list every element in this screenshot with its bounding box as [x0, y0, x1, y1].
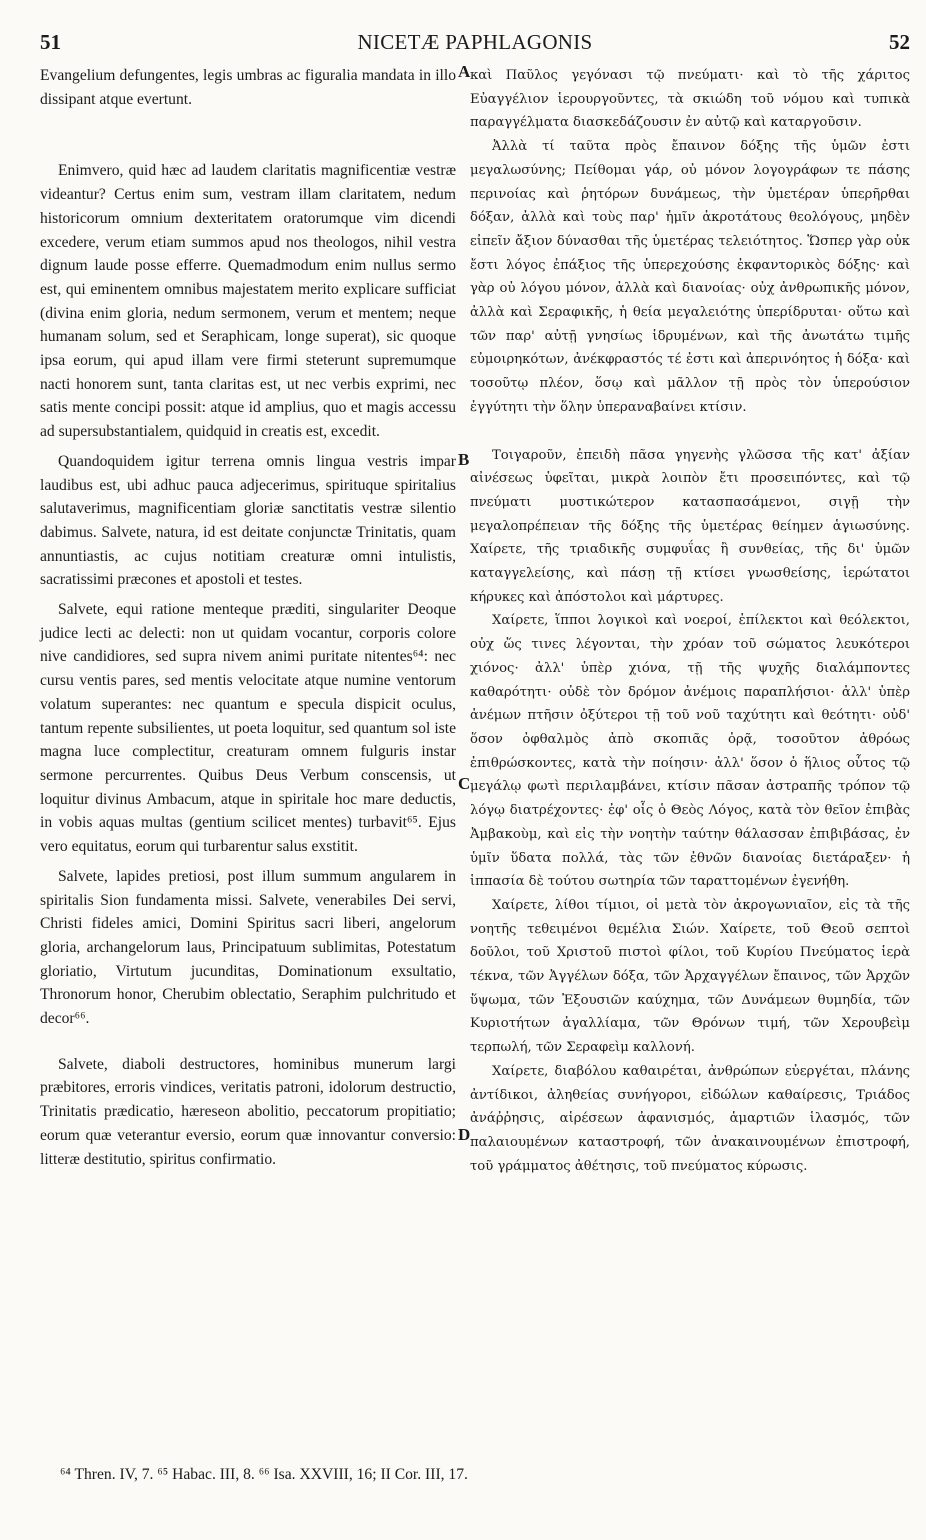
page-header [40, 30, 910, 60]
margin-marker-c: C [458, 774, 471, 793]
greek-paragraph-3: Τοιγαροῦν, ἐπειδὴ πᾶσα γηγενὴς γλῶσσα τῆς κατ' ἀξίαν αἰνέσεως ὑφεῖται, μικρὰ λοιπὸν ἔτι προσειπόντες, καὶ τῷ πνεύματι μυστικώτερον κατασπασάμενοι, σιγῇ τὴν μεγαλοπρέπειαν τῆς δόξης τῆς ὑμετέρας θείημεν ἁγιωσύνης. Χαίρετε, τῆς τριαδικῆς συμφυΐας ἢ συνθείας, τῆς δι' ὑμῶν καταγγελείσης, καὶ πάσῃ τῇ κτίσει γνωσθείσης, ἱερώτατοι κήρυκες καὶ ἀπόστολοι καὶ μάρτυρες. [470, 447, 910, 605]
greek-paragraph-2: Ἀλλὰ τί ταῦτα πρὸς ἔπαινον δόξης τῆς ὑμῶν ἐστι μεγαλωσύνης; Πείθομαι γάρ, οὐ μόνον λογογράφων τε πάσης περινοίας καὶ ῥητόρων δυνάμεως, τὴν ὑμετέραν ὑπερῆρθαι δόξαν, ἀλλὰ καὶ τοὺς παρ' ἡμῖν ἀκροτάτους θεολόγους, μηδὲν εἰπεῖν ἄξιον δύνασθαι τῆς ὑμετέρας τελειότητος. Ὥσπερ γὰρ οὐκ ἔστι λόγος ἐπάξιος τῆς ὑπερεχούσης ἐκφαντορικὸς δόξης· καὶ γὰρ οὐ λόγου μόνον, ἀλλὰ καὶ διανοίας· οὐχ ἀνθρωπικῆς μόνον, ἀλλὰ καὶ Σεραφικῆς, ἡ θεία μεγαλειότης ὑπερίδρυται· οὕτω καὶ τῶν παρ' αὐτῇ γνησίως ἱδρυμένων, καὶ τῆς ἀνωτάτω τιμῆς εὐμοιρηκότων, ἀνέκφραστός τέ ἐστι καὶ ἀπερινόητος ἡ δόξα· καὶ τοσοῦτῳ πλέον, ὅσῳ καὶ μᾶλλον τῇ πρὸς τὸν ὑπερούσιον ἐγγύτητι τὴν ὅλην ὑπεραναβαίνει κτίσιν. [470, 139, 910, 415]
margin-marker-d: D [458, 1125, 471, 1144]
greek-column [470, 64, 910, 1178]
latin-paragraph-2: Enimvero, quid hæc ad laudem claritatis magnificentiæ vestræ videantur? Certus enim sum, vestram illam claritatem, nedum historicorum omnium dexteritatem oratorumque vim dicendi excedere, verum etiam summos apud nos theologos, nihil vestra dignum laude posse efferre. Quemadmodum enim nullus sermo est, qui eminentem omnibus majestatem merito explicare sufficiat (divina enim gloria, nedum sermonem, verum et mentem; neque humanam solum, sed et Seraphicam, longe superat), sic quoque ipsa eorum, qui apud illam vere firmi steterunt supremumque nacti honorem sunt, tanta claritas est, ut nec verbis exprimi, nec satis mente concipi possit: atque id amplius, quo et magis accessu ad supersubstantialem, quidquid in creatis est, excedit. [40, 162, 456, 441]
latin-paragraph-3: Quandoquidem igitur terrena omnis lingua vestris impar laudibus est, ubi adhuc pauca adjecerimus, spirituque spiritalius salutaverimus, magnificentiam gloriæ sanctitatis vestræ silentio dabimus. Salvete, natura, id est deitate conjunctæ Trinitatis, quam annuntiastis, ac cujus notitiam creaturæ omni intulistis, sacratissimi præcones et apostoli et testes. [40, 452, 456, 589]
greek-paragraph-6: Χαίρετε, διαβόλου καθαιρέται, ἀνθρώπων εὐεργέται, πλάνης ἀντίδικοι, ἀληθείας συνήγοροι, εἰδώλων καθαίρεσις, Τριάδος ἀνάῤῥησις, αἱρέσεων ἀφανισμός, ἁμαρτιῶν ἱλασμός, τῶν παλαιουμένων καταστροφή, τῶν ἀνακαινουμένων ἐπιστροφή, τοῦ γράμματος ἀθέτησις, τοῦ πνεύματος κύρωσις. [470, 1063, 910, 1174]
footnotes: ⁶⁴ Thren. IV, 7. ⁶⁵ Habac. III, 8. ⁶⁶ Isa. XXVIII, 16; II Cor. III, 17. [60, 1466, 468, 1483]
latin-paragraph-6: Salvete, diaboli destructores, hominibus munerum largi præbitores, erroris vindices, veritatis patroni, idolorum destructio, Trinitatis prædicatio, hæreseon abolitio, peccatorum propitiatio; eorum quæ veterantur eversio, eorum quæ innovantur conversio: litteræ destitutio, spiritus confirmatio. [40, 1055, 456, 1168]
greek-paragraph-1: καὶ Παῦλος γεγόνασι τῷ πνεύματι· καὶ τὸ τῆς χάριτος Εὐαγγέλιον ἱερουργοῦντες, τὰ σκιώδη τοῦ νόμου καὶ τυπικὰ παραγγέλματα διασκεδάζουσιν ἐν αὐτῷ καὶ καταργοῦσιν. [470, 68, 910, 131]
greek-paragraph-4: Χαίρετε, ἵπποι λογικοὶ καὶ νοεροί, ἐπίλεκτοι καὶ θεόλεκτοι, οὐχ ὥς τινες λέγονται, τὴν χρόαν τοῦ σώματος λευκότεροι χιόνος· ἀλλ' ὑπὲρ χιόνα, τῇ τῆς ψυχῆς διαλάμποντες καθαρότητι· οὐδὲ τὸν δρόμον ἀνέμοις παραπλήσιοι· ἀλλ' ὑπὲρ ἀνέμων πτῆσιν ὀξύτεροι τῇ τοῦ νοῦ ταχύτητι καὶ θεότητι· οὐδ' ὅσον ὀφθαλμὸς ἀπὸ σκοπιᾶς ὁρᾷ, τοσοῦτον ἀθρόως ἐπιθρώσκοντες, κατὰ τὴν ποίησιν· ἀλλ' ὅσον ὁ ἥλιος οὗτος τῷ μεγάλῳ φωτὶ περιλαμβάνει, κτίσιν πᾶσαν ἀστραπῆς τρόπον τῷ λόγῳ διατρέχοντες· ἐφ' οἷς ὁ Θεὸς Λόγος, κατὰ τὸν θεῖον ἐπιβὰς Ἀμβακοὺμ, καὶ εἰς τὴν νοητὴν ταύτην θάλασσαν ἐπιβιβάσας, ἐν ὑμῖν ὕδατα πολλά, τὰς τῶν ἐθνῶν διανοίας διετάραξεν· ἡ ἱππασία δὲ τούτου σωτηρία τῶν ταραττομένων ἐγενήθη. [470, 613, 910, 890]
latin-paragraph-1: Evangelium defungentes, legis umbras ac figuralia mandata in illo dissipant atque evertunt. [40, 67, 456, 108]
latin-paragraph-5: Salvete, lapides pretiosi, post illum summum angularem in spiritalis Sion fundamenta missi. Salvete, venerabiles Dei servi, Christi fideles amici, Domini Spiritus sacri liberi, angelorum gloria, archangelorum laus, Principatuum sublimitas, Potestatum gloriatio, Virtutum jucunditas, Dominationum exsultatio, Thronorum honor, Cherubim oblectatio, Seraphim pulchritudo et decor⁶⁶. [40, 867, 456, 1028]
greek-paragraph-5: Χαίρετε, λίθοι τίμιοι, οἱ μετὰ τὸν ἀκρογωνιαῖον, εἰς τὰ τῆς νοητῆς τεθειμένοι θεμέλια Σιών. Χαίρετε, τοῦ Θεοῦ σεπτοὶ δοῦλοι, τοῦ Χριστοῦ πιστοὶ φίλοι, τοῦ Κυρίου Πνεύματος ἱερὰ τέκνα, τῶν Ἀγγέλων δόξα, τῶν Ἀρχαγγέλων ἔπαινος, τῶν Ἀρχῶν ὕψωμα, τῶν Ἐξουσιῶν καύχημα, τῶν Δυνάμεων θυμηδία, τῶν Κυριοτήτων ἀγαλλίαμα, τῶν Θρόνων τιμή, τῶν Χερουβεὶμ τερπωλή, τῶν Σεραφεὶμ καλλονή. [470, 897, 910, 1056]
page-number-right: 52 [889, 30, 910, 54]
running-title: NICETÆ PAPHLAGONIS [357, 30, 593, 54]
page-number-left: 51 [40, 30, 61, 54]
margin-marker-b: B [458, 450, 470, 469]
latin-column [40, 64, 456, 1171]
latin-paragraph-4: Salvete, equi ratione menteque præditi, singulariter Deoque judice lecti ac delecti: non ut quidam vocantur, corporis colore nive candidiores, sed supra nivem animi puritate nitentes⁶⁴: nec cursu ventis pares, sed mentis velocitate atque numine ventorum volatum superantes: nec quantum e specula dispicit oculus, tantum repente subsilientes, ut poeta loquitur, sed quantum sol iste magna luce complectitur, creaturam omnem fulguris instar sermone percurrentes. Quibus Deus Verbum conscensis, ut loquitur divinus Ambacum, atque in spiritale hoc mare deductis, in vobis aquas multas (gentium scilicet mentes) turbavit⁶⁵. Ejus vero equitatus, eorum qui turbarentur salus exstitit. [40, 601, 456, 856]
margin-marker-a: A [458, 62, 471, 81]
